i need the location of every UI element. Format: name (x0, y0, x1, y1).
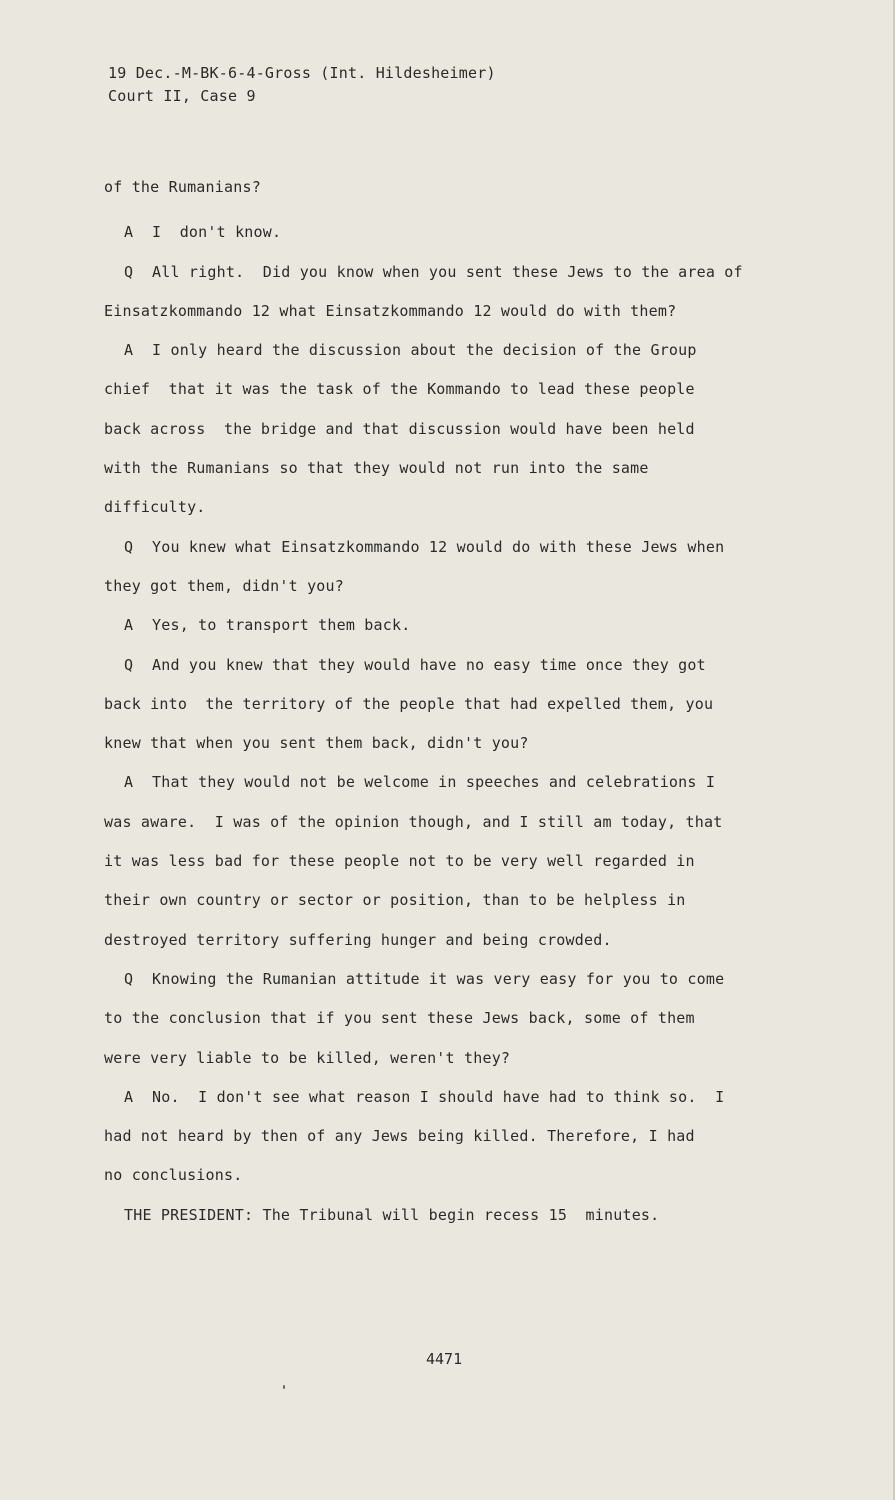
transcript-line-group (104, 1196, 743, 1235)
transcript-line: no conclusions. (104, 1166, 243, 1185)
transcript-line: I only heard the discussion about the decision of the Group (152, 341, 697, 360)
transcript-paragraph (104, 763, 743, 959)
speaker-label: Q (124, 537, 134, 556)
speaker-label: A (124, 341, 134, 360)
transcript-line-group (104, 528, 743, 567)
speaker-label: Q (124, 969, 134, 988)
header-line: 19 Dec.-M-BK-6-4-Gross (Int. Hildesheimer) (108, 64, 496, 82)
transcript-paragraph (104, 606, 743, 645)
transcript-line: knew that when you sent them back, didn't you? (104, 734, 529, 753)
transcript-line: Knowing the Rumanian attitude it was very easy for you to come (152, 969, 725, 988)
transcript-line: Einsatzkommando 12 what Einsatzkommando 12 would do with them? (104, 301, 677, 320)
transcript-body (104, 168, 743, 1235)
transcript-line: Yes, to transport them back. (152, 616, 411, 635)
transcript-line: to the conclusion that if you sent these Jews back, some of them (104, 1009, 695, 1028)
transcript-line: they got them, didn't you? (104, 576, 344, 595)
paper-speck (283, 1385, 285, 1389)
speaker-label: A (124, 616, 134, 635)
transcript-paragraph (104, 168, 743, 207)
speaker-label: THE PRESIDENT: (124, 1205, 254, 1224)
transcript-line-group (104, 960, 743, 999)
transcript-line: their own country or sector or position, than to be helpless in (104, 891, 686, 910)
transcript-paragraph (104, 528, 743, 607)
transcript-line: with the Rumanians so that they would not run into the same (104, 459, 649, 478)
transcript-line-group (104, 1078, 743, 1117)
transcript-paragraph (104, 960, 743, 1078)
transcript-line: had not heard by then of any Jews being killed. Therefore, I had (104, 1127, 695, 1146)
transcript-line: All right. Did you know when you sent these Jews to the area of (152, 262, 743, 281)
transcript-line-group (104, 606, 743, 645)
transcript-line: were very liable to be killed, weren't they? (104, 1048, 511, 1067)
transcript-line: That they would not be welcome in speeches and celebrations I (152, 773, 716, 792)
transcript-paragraph (104, 1196, 743, 1235)
transcript-line: destroyed territory suffering hunger and being crowded. (104, 930, 612, 949)
transcript-line: back across the bridge and that discussion would have been held (104, 419, 695, 438)
transcript-line: back into the territory of the people that had expelled them, you (104, 694, 714, 713)
transcript-paragraph (104, 213, 743, 252)
speaker-label: A (124, 773, 134, 792)
transcript-line: The Tribunal will begin recess 15 minutes. (262, 1205, 660, 1224)
speaker-label: Q (124, 262, 134, 281)
speaker-label: A (124, 223, 134, 242)
header-line: Court II, Case 9 (108, 87, 256, 105)
transcript-line-group (104, 646, 743, 685)
transcript-line: I don't know. (152, 223, 282, 242)
transcript-paragraph (104, 253, 743, 332)
page-number: 4471 (426, 1350, 463, 1368)
document-header (108, 62, 496, 108)
transcript-paragraph (104, 1078, 743, 1196)
transcript-line-group (104, 253, 743, 292)
transcript-line: difficulty. (104, 498, 206, 517)
transcript-line: And you knew that they would have no easy time once they got (152, 655, 706, 674)
transcript-line-group (104, 763, 743, 802)
transcript-paragraph (104, 646, 743, 764)
transcript-line: it was less bad for these people not to be very well regarded in (104, 852, 695, 871)
speaker-label: Q (124, 655, 134, 674)
transcript-line: was aware. I was of the opinion though, and I still am today, that (104, 812, 723, 831)
speaker-label: A (124, 1087, 134, 1106)
transcript-line: of the Rumanians? (104, 178, 261, 196)
transcript-line-group (104, 213, 743, 252)
transcript-line-group (104, 331, 743, 370)
transcript-line: No. I don't see what reason I should have had to think so. I (152, 1087, 725, 1106)
transcript-line: You knew what Einsatzkommando 12 would do with these Jews when (152, 537, 725, 556)
transcript-paragraph (104, 331, 743, 527)
transcript-line: chief that it was the task of the Kommando to lead these people (104, 380, 695, 399)
